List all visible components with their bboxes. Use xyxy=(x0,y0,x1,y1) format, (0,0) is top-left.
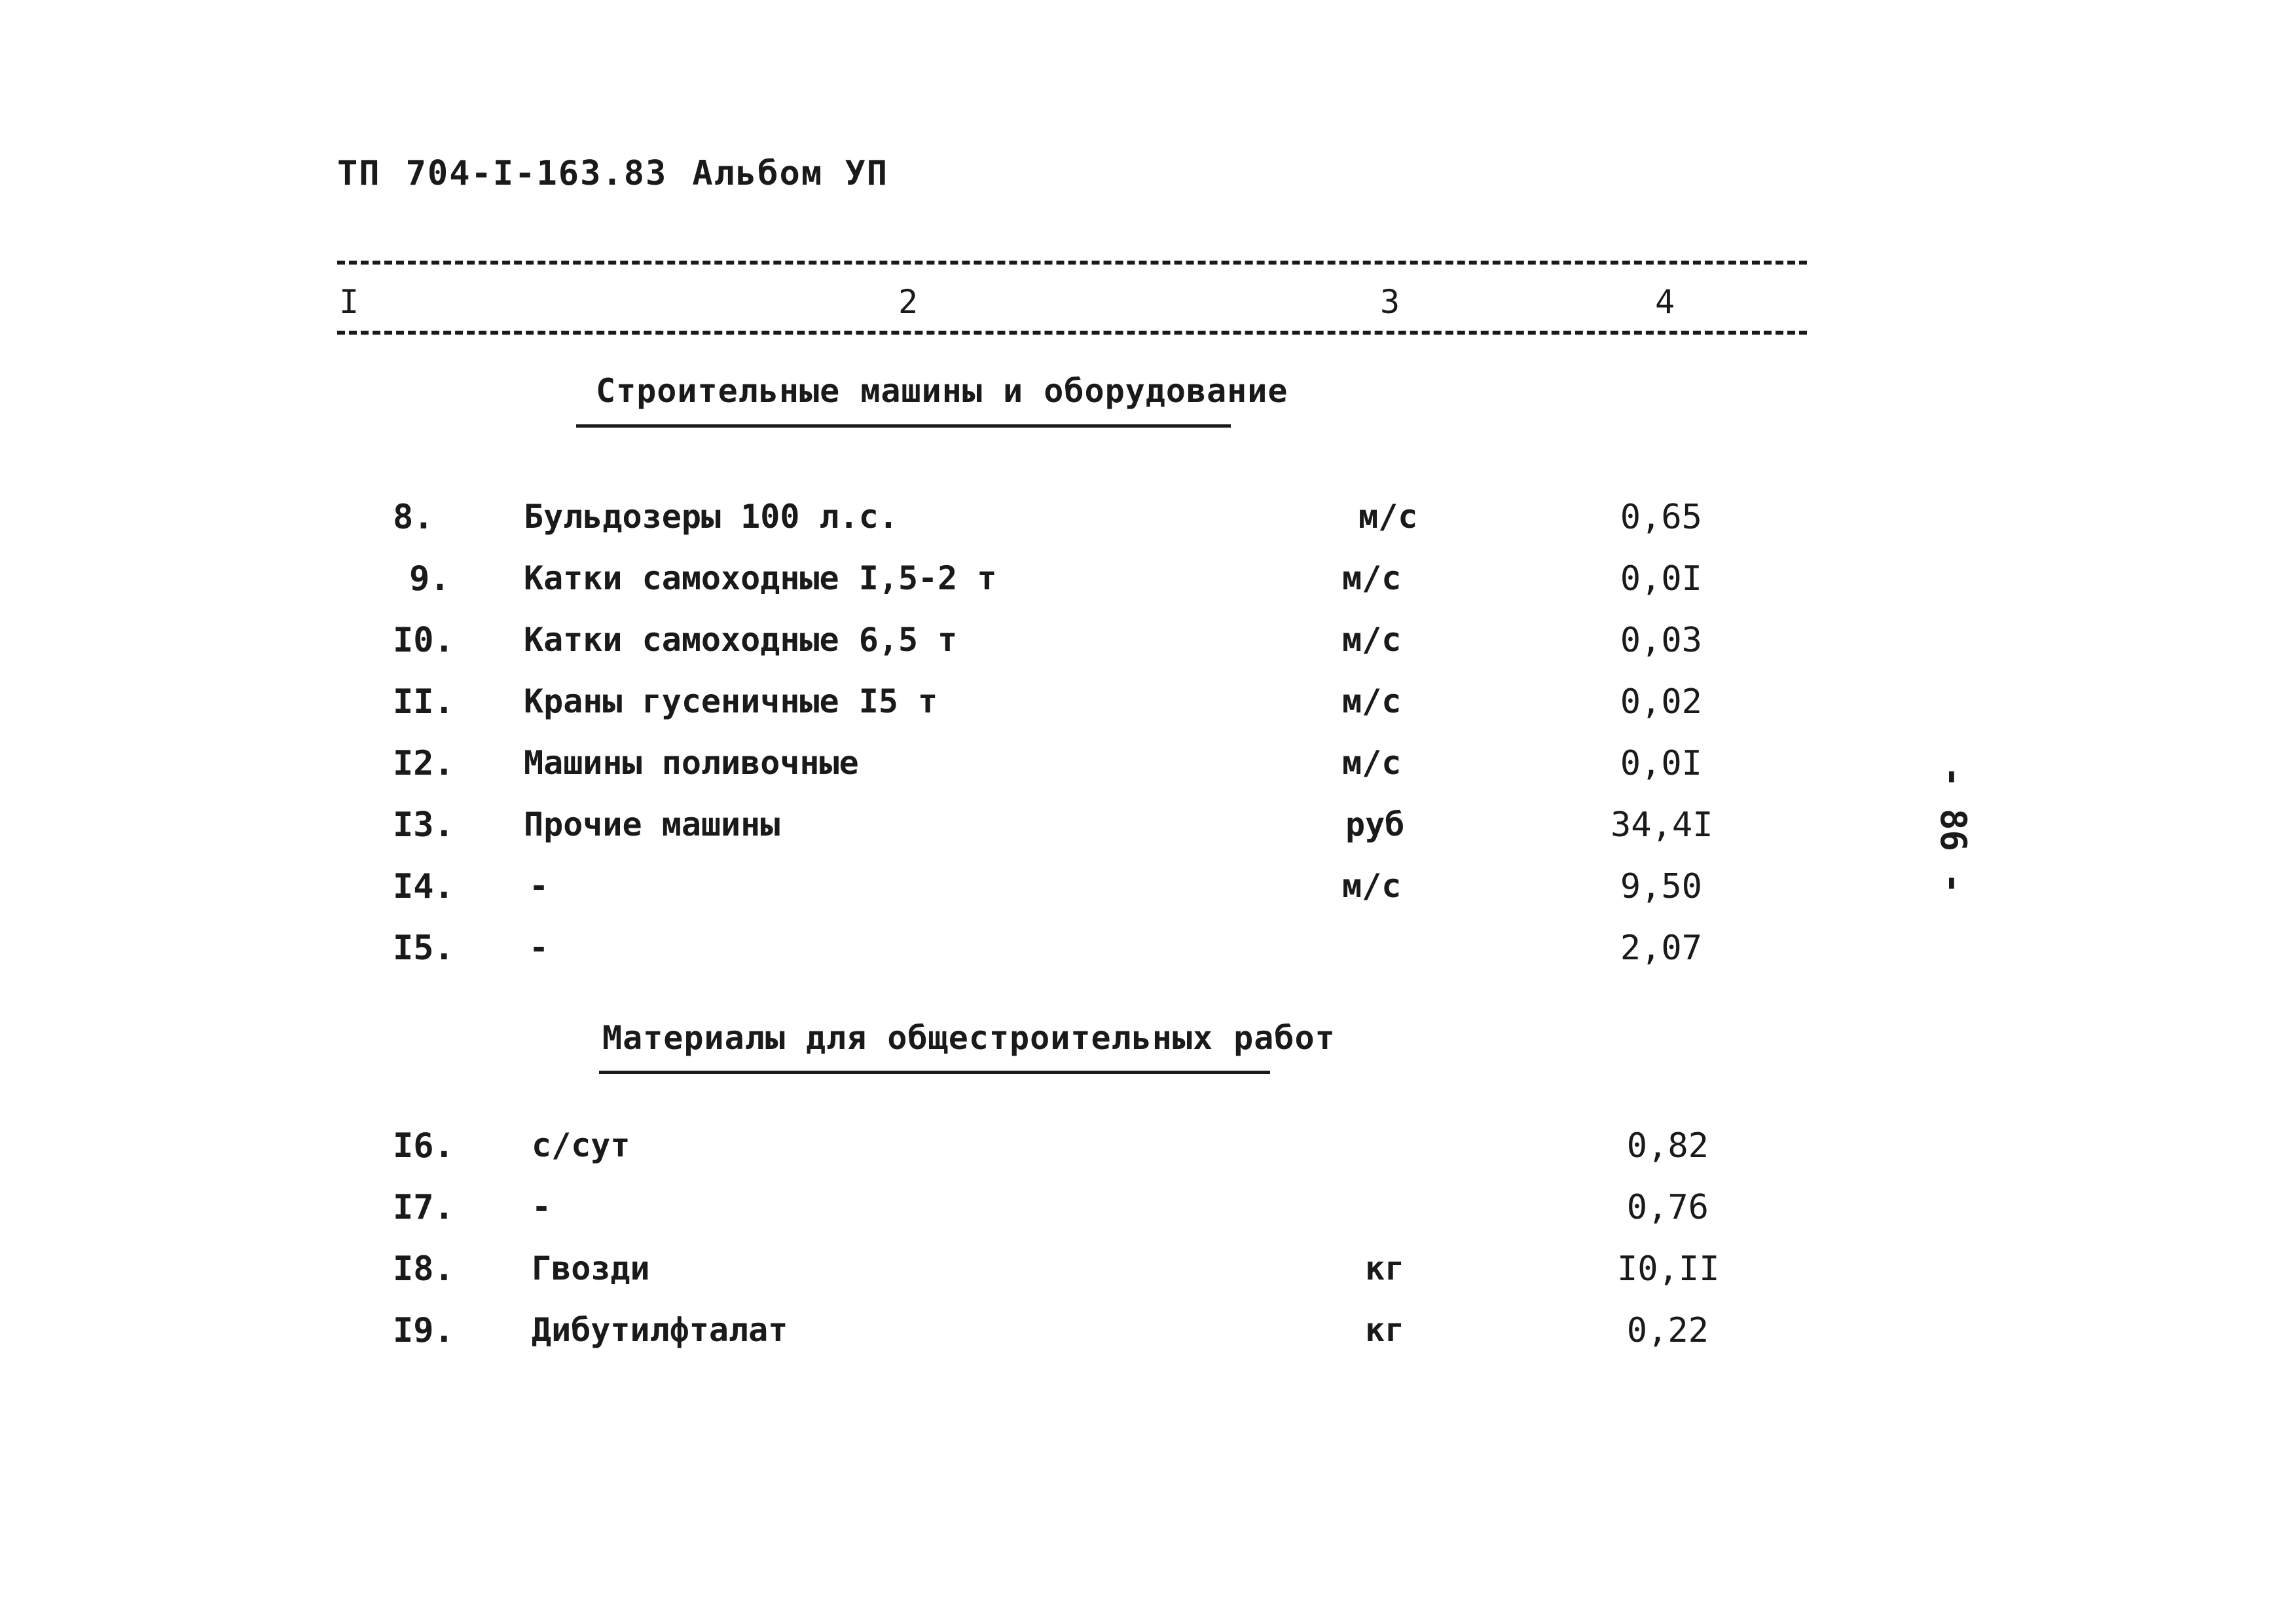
table-row xyxy=(0,621,2296,680)
header-bottom-rule xyxy=(337,331,1807,335)
section-title-underline xyxy=(576,424,1231,428)
row-unit: руб xyxy=(1345,805,1405,843)
album-label: Альбом УП xyxy=(692,154,889,193)
row-unit: м/с xyxy=(1342,744,1402,782)
row-value: 0,03 xyxy=(1620,621,1702,660)
row-number: II. xyxy=(393,682,454,722)
row-unit: кг xyxy=(1365,1249,1405,1287)
table-row xyxy=(0,1126,2296,1185)
row-value: 2,07 xyxy=(1620,929,1702,968)
row-value: 0,02 xyxy=(1620,682,1702,722)
row-number: I2. xyxy=(393,744,454,783)
table-row xyxy=(0,682,2296,741)
header-top-rule xyxy=(337,261,1807,265)
row-name: Бульдозеры 100 л.с. xyxy=(524,498,898,536)
row-number: I8. xyxy=(393,1249,454,1289)
row-name: Гвозди xyxy=(532,1249,650,1287)
page-number-mark: - 86 - xyxy=(1933,766,1974,895)
row-number: I0. xyxy=(393,621,454,660)
row-value: 0,76 xyxy=(1626,1188,1709,1227)
row-number: 9. xyxy=(409,559,450,599)
code-prefix: ТП xyxy=(337,154,381,193)
table-row xyxy=(0,1188,2296,1247)
row-number: I7. xyxy=(393,1188,454,1227)
row-value: 0,65 xyxy=(1620,498,1702,537)
row-name: Машины поливочные xyxy=(524,744,859,782)
row-name: Катки самоходные I,5-2 т xyxy=(524,559,997,597)
row-name: - xyxy=(529,867,549,905)
row-number: I3. xyxy=(393,805,454,845)
row-unit: м/с xyxy=(1358,498,1418,536)
row-name: - xyxy=(529,929,549,967)
row-number: I9. xyxy=(393,1311,454,1350)
row-value: I0,II xyxy=(1617,1249,1720,1289)
row-number: I5. xyxy=(393,929,454,968)
table-row xyxy=(0,559,2296,618)
row-value: 0,82 xyxy=(1626,1126,1709,1166)
code-number: 704-I-163.83 xyxy=(405,154,668,193)
column-number-2: 2 xyxy=(898,283,919,321)
table-row xyxy=(0,1311,2296,1370)
row-value: 0,22 xyxy=(1626,1311,1709,1350)
row-name: с/сут xyxy=(532,1126,630,1164)
row-unit: м/с xyxy=(1342,559,1402,597)
row-value: 9,50 xyxy=(1620,867,1702,906)
row-name: Катки самоходные 6,5 т xyxy=(524,621,958,659)
row-number: I4. xyxy=(393,867,454,906)
row-name: Дибутилфталат xyxy=(532,1311,788,1349)
column-number-3: 3 xyxy=(1380,283,1400,321)
row-name: - xyxy=(532,1188,552,1226)
row-unit: кг xyxy=(1365,1311,1405,1349)
table-row xyxy=(0,498,2296,557)
section-title-machines: Строительные машины и оборудование xyxy=(596,372,1288,410)
row-unit: м/с xyxy=(1342,682,1402,720)
column-number-1: I xyxy=(339,283,359,321)
row-value: 34,4I xyxy=(1611,805,1713,845)
table-row xyxy=(0,929,2296,987)
section-title-materials: Материалы для общестроительных работ xyxy=(602,1019,1336,1057)
row-unit: м/с xyxy=(1342,621,1402,659)
row-unit: м/с xyxy=(1342,867,1402,905)
section-title-underline xyxy=(599,1071,1270,1074)
column-number-4: 4 xyxy=(1655,283,1675,321)
table-row xyxy=(0,1249,2296,1308)
row-number: 8. xyxy=(393,498,434,537)
row-name: Прочие машины xyxy=(524,805,780,843)
document-code xyxy=(337,154,913,193)
row-name: Краны гусеничные I5 т xyxy=(524,682,938,720)
row-number: I6. xyxy=(393,1126,454,1166)
row-value: 0,0I xyxy=(1620,559,1702,599)
row-value: 0,0I xyxy=(1620,744,1702,783)
